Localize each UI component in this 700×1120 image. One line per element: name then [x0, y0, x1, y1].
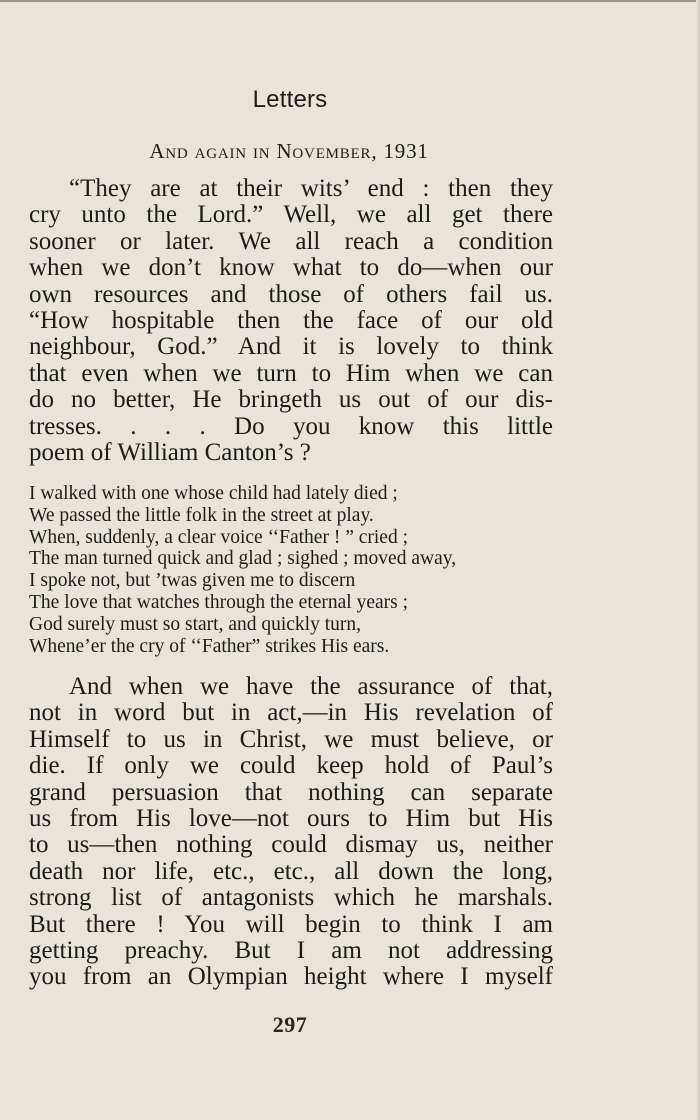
- text-line: strong list of antagonists which he marshals.: [29, 884, 553, 912]
- poem-line: Whene’er the cry of ‘‘Father” strikes His ears.: [29, 635, 390, 657]
- text-line: neighbour, God.” And it is lovely to think: [29, 333, 553, 361]
- text-line: getting preachy. But I am not addressing: [29, 937, 553, 965]
- text-line: to us—then nothing could dismay us, neither: [29, 831, 553, 859]
- text-line: death nor life, etc., etc., all down the long,: [29, 857, 553, 885]
- text-line: that even when we turn to Him when we can: [29, 359, 553, 387]
- poem-line: We passed the little folk in the street at play.: [29, 504, 374, 526]
- text-line: Himself to us in Christ, we must believe, or: [29, 725, 553, 753]
- poem-line: God surely must so start, and quickly turn,: [29, 613, 362, 635]
- text-line: not in word but in act,—in His revelation of: [29, 699, 553, 727]
- text-line: die. If only we could keep hold of Paul’s: [29, 752, 553, 780]
- poem-line: The man turned quick and glad ; sighed ; moved away,: [29, 548, 457, 570]
- text-line: And when we have the assurance of that,: [69, 673, 553, 700]
- text-line: you from an Olympian height where I myself: [29, 963, 553, 991]
- text-line: own resources and those of others fail us.: [29, 280, 553, 308]
- top-edge-rule: [0, 0, 700, 2]
- text-line: grand persuasion that nothing can separate: [29, 778, 553, 806]
- text-line: But there ! You will begin to think I am: [29, 910, 553, 938]
- paragraph-1: [29, 176, 553, 466]
- text-line: when we don’t know what to do—when our: [29, 254, 553, 282]
- text-line: “How hospitable then the face of our old: [29, 307, 553, 335]
- poem-line: I walked with one whose child had lately died ;: [29, 483, 398, 504]
- running-head: Letters: [252, 86, 328, 113]
- paragraph-2: [29, 674, 553, 991]
- page-edge-shadow: [696, 0, 700, 1120]
- poem-quotation: [29, 483, 559, 657]
- poem-line: I spoke not, but ’twas given me to discern: [29, 570, 356, 592]
- text-line: do no better, He bringeth us out of our dis-: [29, 386, 553, 414]
- poem-line: The love that watches through the eternal years ;: [29, 591, 409, 613]
- page-number: 297: [272, 1012, 308, 1037]
- text-line: sooner or later. We all reach a condition: [29, 227, 553, 255]
- text-line: cry unto the Lord.” Well, we all get there: [29, 201, 553, 229]
- text-line: “They are at their wits’ end : then they: [69, 175, 553, 202]
- text-line: tresses. . . . Do you know this little: [29, 412, 553, 440]
- text-line: us from His love—not ours to Him but His: [29, 805, 553, 833]
- poem-line: When, suddenly, a clear voice ‘‘Father ! ” cried ;: [29, 526, 408, 548]
- section-heading: And again in November, 1931: [149, 139, 429, 163]
- text-line: poem of William Canton’s ?: [29, 439, 311, 467]
